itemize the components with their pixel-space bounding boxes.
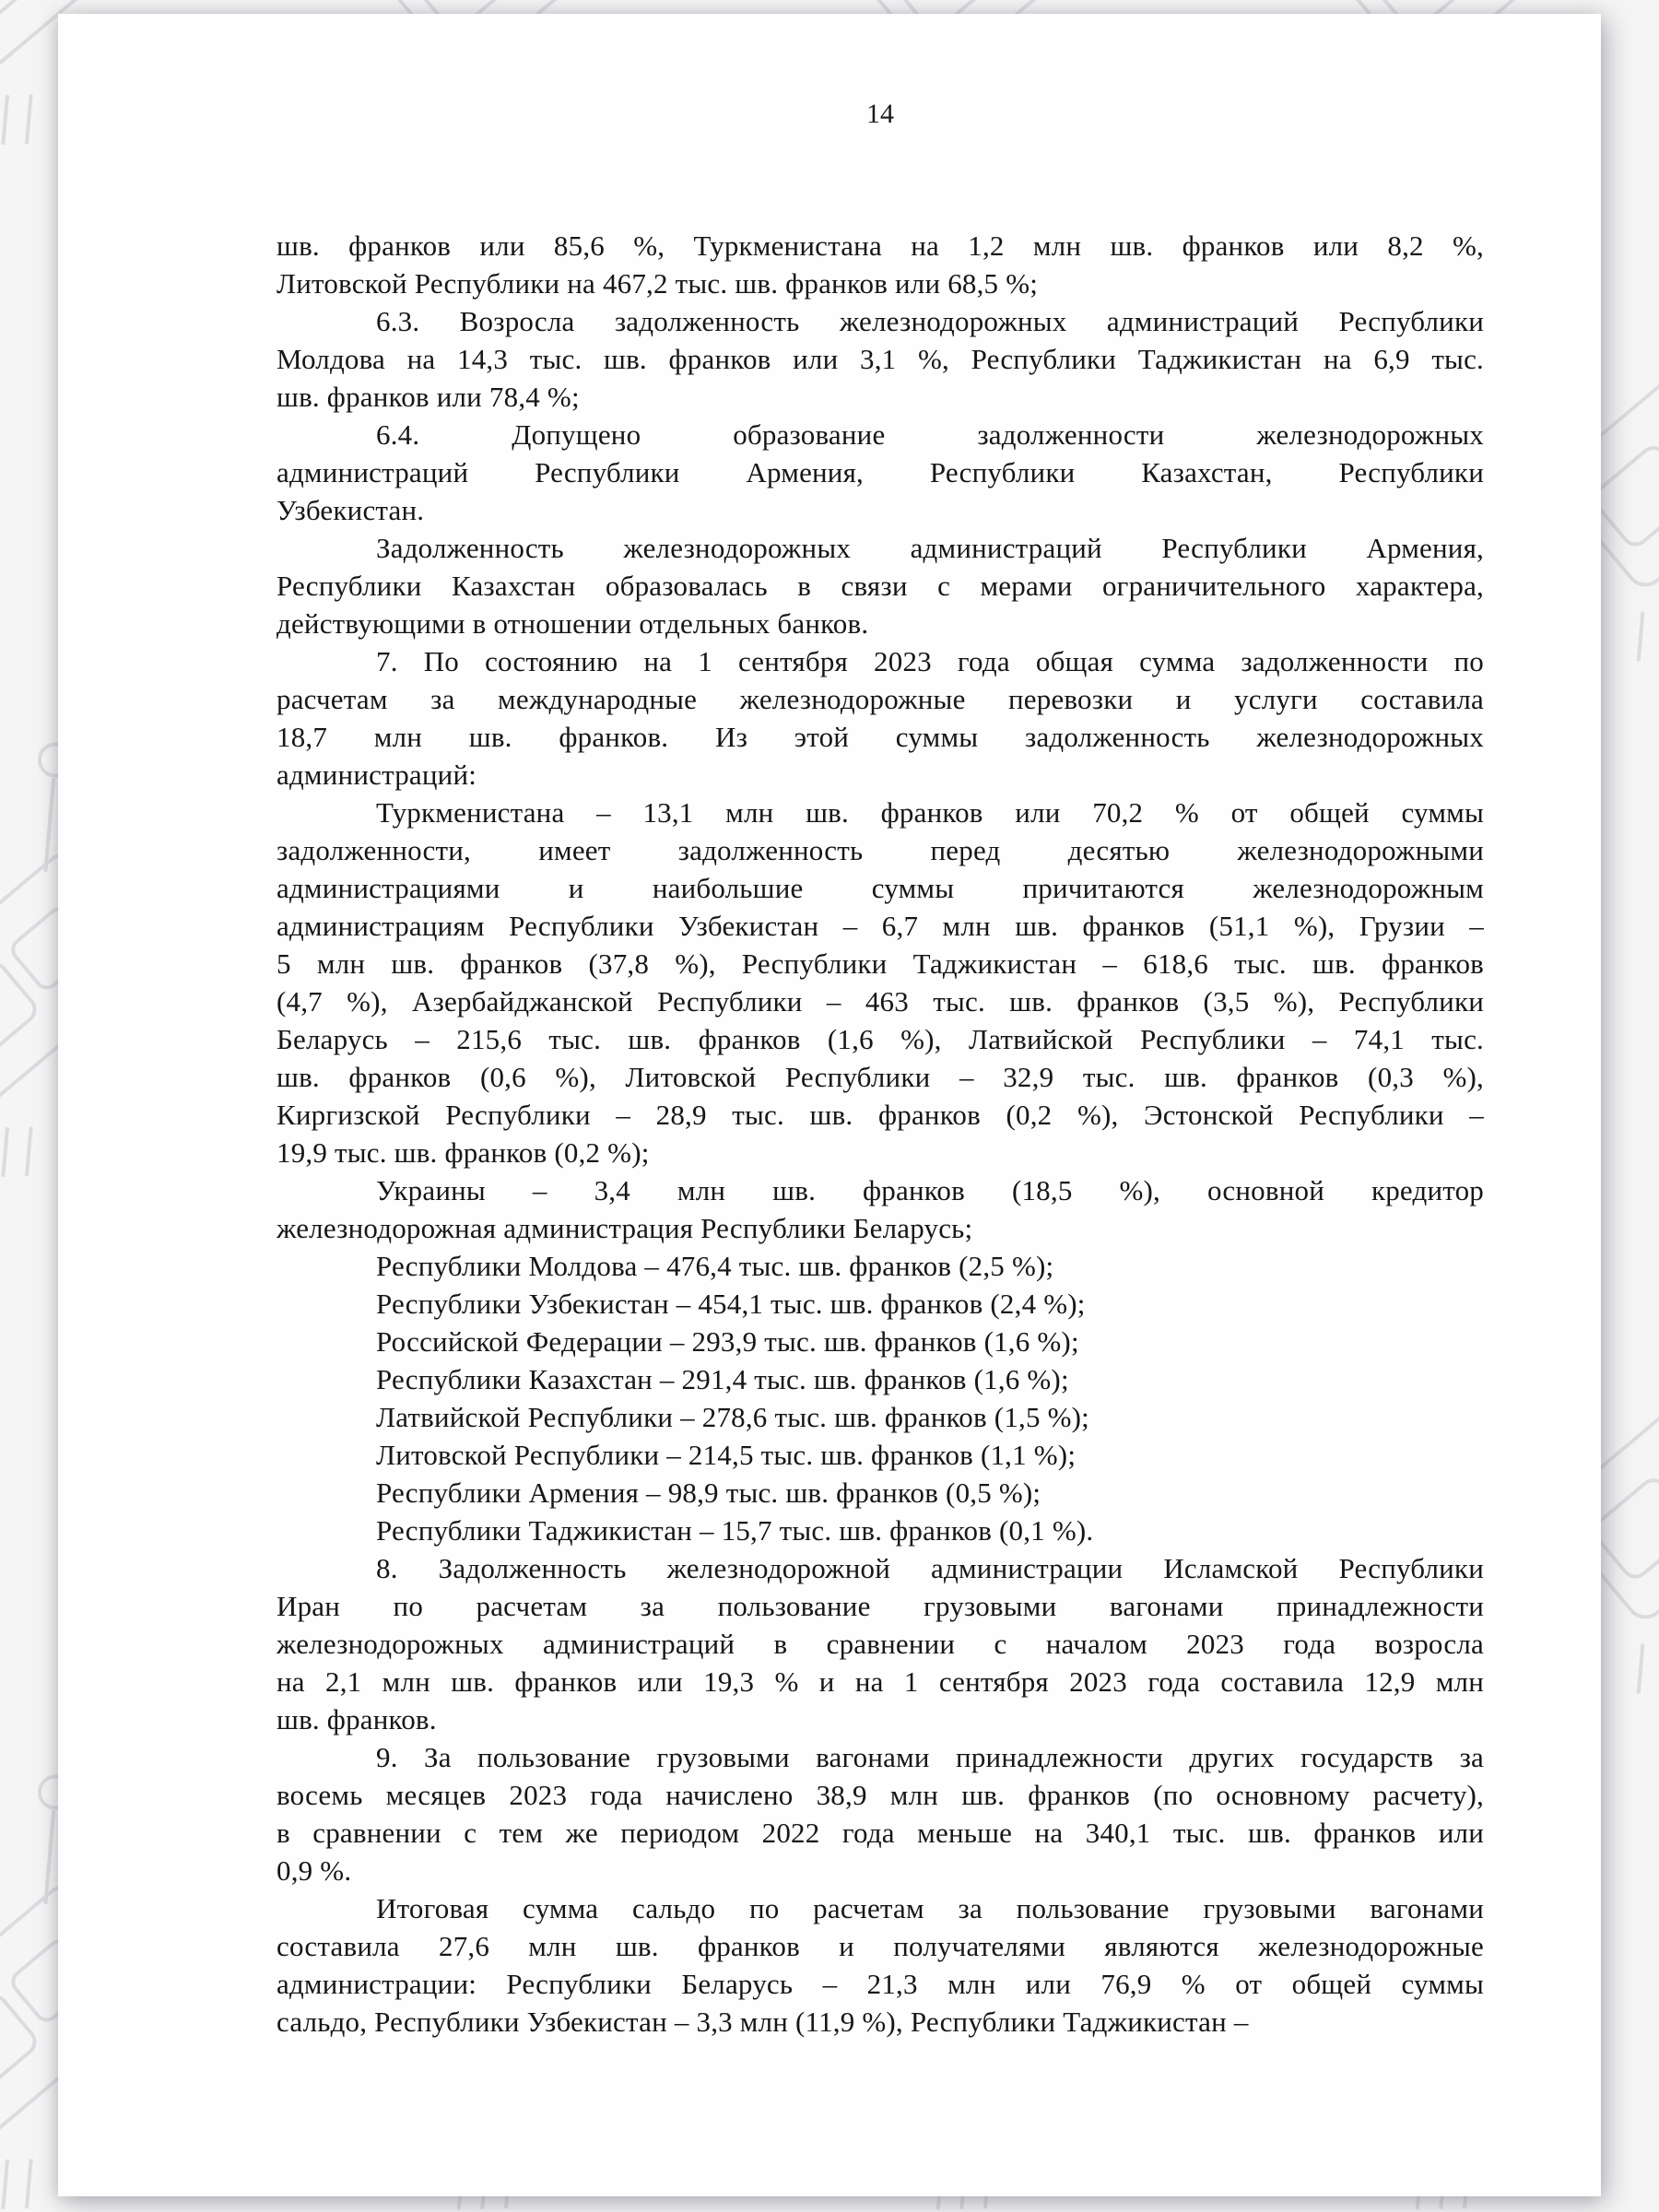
document-page	[58, 14, 1601, 2196]
text-line: 8. Задолженность железнодорожной администрации Исламской Республики	[376, 1552, 1484, 1584]
text-line: Итоговая сумма сальдо по расчетам за пользование грузовыми вагонами	[376, 1892, 1484, 1924]
text-line: Латвийской Республики – 278,6 тыс. шв. франков (1,5 %);	[376, 1401, 1089, 1433]
text-line: на 2,1 млн шв. франков или 19,3 % и на 1 сентября 2023 года составила 12,9 млн	[276, 1665, 1484, 1698]
text-line: составила 27,6 млн шв. франков и получателями являются железнодорожные	[276, 1930, 1484, 1962]
text-line: 6.4. Допущено образование задолженности железнодорожных	[376, 418, 1484, 451]
page-number: 14	[866, 99, 894, 129]
text-line: 6.3. Возросла задолженность железнодорожных администраций Республики	[376, 305, 1484, 337]
text-line: Узбекистан.	[276, 494, 425, 526]
text-line: задолженности, имеет задолженность перед десятью железнодорожными	[276, 834, 1484, 866]
text-line: 18,7 млн шв. франков. Из этой суммы задолженность железнодорожных	[276, 721, 1484, 753]
text-line: восемь месяцев 2023 года начислено 38,9 млн шв. франков (по основному расчету),	[276, 1779, 1484, 1811]
text-line: 9. За пользование грузовыми вагонами принадлежности других государств за	[376, 1741, 1484, 1773]
text-line: железнодорожная администрация Республики Беларусь;	[276, 1212, 973, 1244]
text-line: Задолженность железнодорожных администраций Республики Армения,	[376, 532, 1484, 564]
text-line: 0,9 %.	[276, 1854, 352, 1887]
text-line: администраций:	[276, 759, 477, 791]
text-line: Молдова на 14,3 тыс. шв. франков или 3,1 %, Республики Таджикистан на 6,9 тыс.	[276, 343, 1484, 375]
text-line: Республики Узбекистан – 454,1 тыс. шв. франков (2,4 %);	[376, 1288, 1086, 1320]
text-line: администрации: Республики Беларусь – 21,3 млн или 76,9 % от общей суммы	[276, 1968, 1484, 2000]
text-line: Литовской Республики – 214,5 тыс. шв. франков (1,1 %);	[376, 1439, 1077, 1471]
text-line: шв. франков (0,6 %), Литовской Республики – 32,9 тыс. шв. франков (0,3 %),	[276, 1061, 1484, 1093]
text-line: расчетам за международные железнодорожные перевозки и услуги составила	[276, 683, 1484, 715]
text-line: Российской Федерации – 293,9 тыс. шв. франков (1,6 %);	[376, 1325, 1079, 1358]
text-line: железнодорожных администраций в сравнении с началом 2023 года возросла	[276, 1628, 1484, 1660]
text-line: Литовской Республики на 467,2 тыс. шв. франков или 68,5 %;	[276, 267, 1039, 300]
text-line: Республики Армения – 98,9 тыс. шв. франков (0,5 %);	[376, 1477, 1041, 1509]
text-line: Республики Казахстан – 291,4 тыс. шв. франков (1,6 %);	[376, 1363, 1069, 1395]
text-line: администрациями и наибольшие суммы причитаются железнодорожным	[276, 872, 1484, 904]
text-line: Республики Молдова – 476,4 тыс. шв. франков (2,5 %);	[376, 1250, 1054, 1282]
text-line: Туркменистана – 13,1 млн шв. франков или 70,2 % от общей суммы	[376, 796, 1484, 829]
text-line: Республики Таджикистан – 15,7 тыс. шв. франков (0,1 %).	[376, 1514, 1094, 1547]
text-line: сальдо, Республики Узбекистан – 3,3 млн (11,9 %), Республики Таджикистан –	[276, 2006, 1249, 2038]
text-line: шв. франков или 85,6 %, Туркменистана на 1,2 млн шв. франков или 8,2 %,	[276, 229, 1484, 262]
text-line: Республики Казахстан образовалась в связи с мерами ограничительного характера,	[276, 570, 1484, 602]
text-line: шв. франков или 78,4 %;	[276, 381, 580, 413]
text-line: 5 млн шв. франков (37,8 %), Республики Таджикистан – 618,6 тыс. шв. франков	[276, 947, 1484, 980]
text-line: администраций Республики Армения, Республики Казахстан, Республики	[276, 456, 1484, 488]
text-line: шв. франков.	[276, 1703, 437, 1735]
text-line: Киргизской Республики – 28,9 тыс. шв. франков (0,2 %), Эстонской Республики –	[276, 1099, 1484, 1131]
text-line: Беларусь – 215,6 тыс. шв. франков (1,6 %), Латвийской Республики – 74,1 тыс.	[276, 1023, 1484, 1055]
text-line: администрациям Республики Узбекистан – 6,7 млн шв. франков (51,1 %), Грузии –	[276, 910, 1484, 942]
text-line: 7. По состоянию на 1 сентября 2023 года общая сумма задолженности по	[376, 645, 1484, 677]
text-line: действующими в отношении отдельных банков.	[276, 607, 869, 640]
text-line: 19,9 тыс. шв. франков (0,2 %);	[276, 1136, 650, 1169]
document-body	[276, 227, 1484, 2041]
text-line: в сравнении с тем же периодом 2022 года меньше на 340,1 тыс. шв. франков или	[276, 1817, 1484, 1849]
text-line: Иран по расчетам за пользование грузовыми вагонами принадлежности	[276, 1590, 1484, 1622]
text-line: (4,7 %), Азербайджанской Республики – 463 тыс. шв. франков (3,5 %), Республики	[276, 985, 1484, 1018]
text-line: Украины – 3,4 млн шв. франков (18,5 %), основной кредитор	[376, 1174, 1484, 1206]
